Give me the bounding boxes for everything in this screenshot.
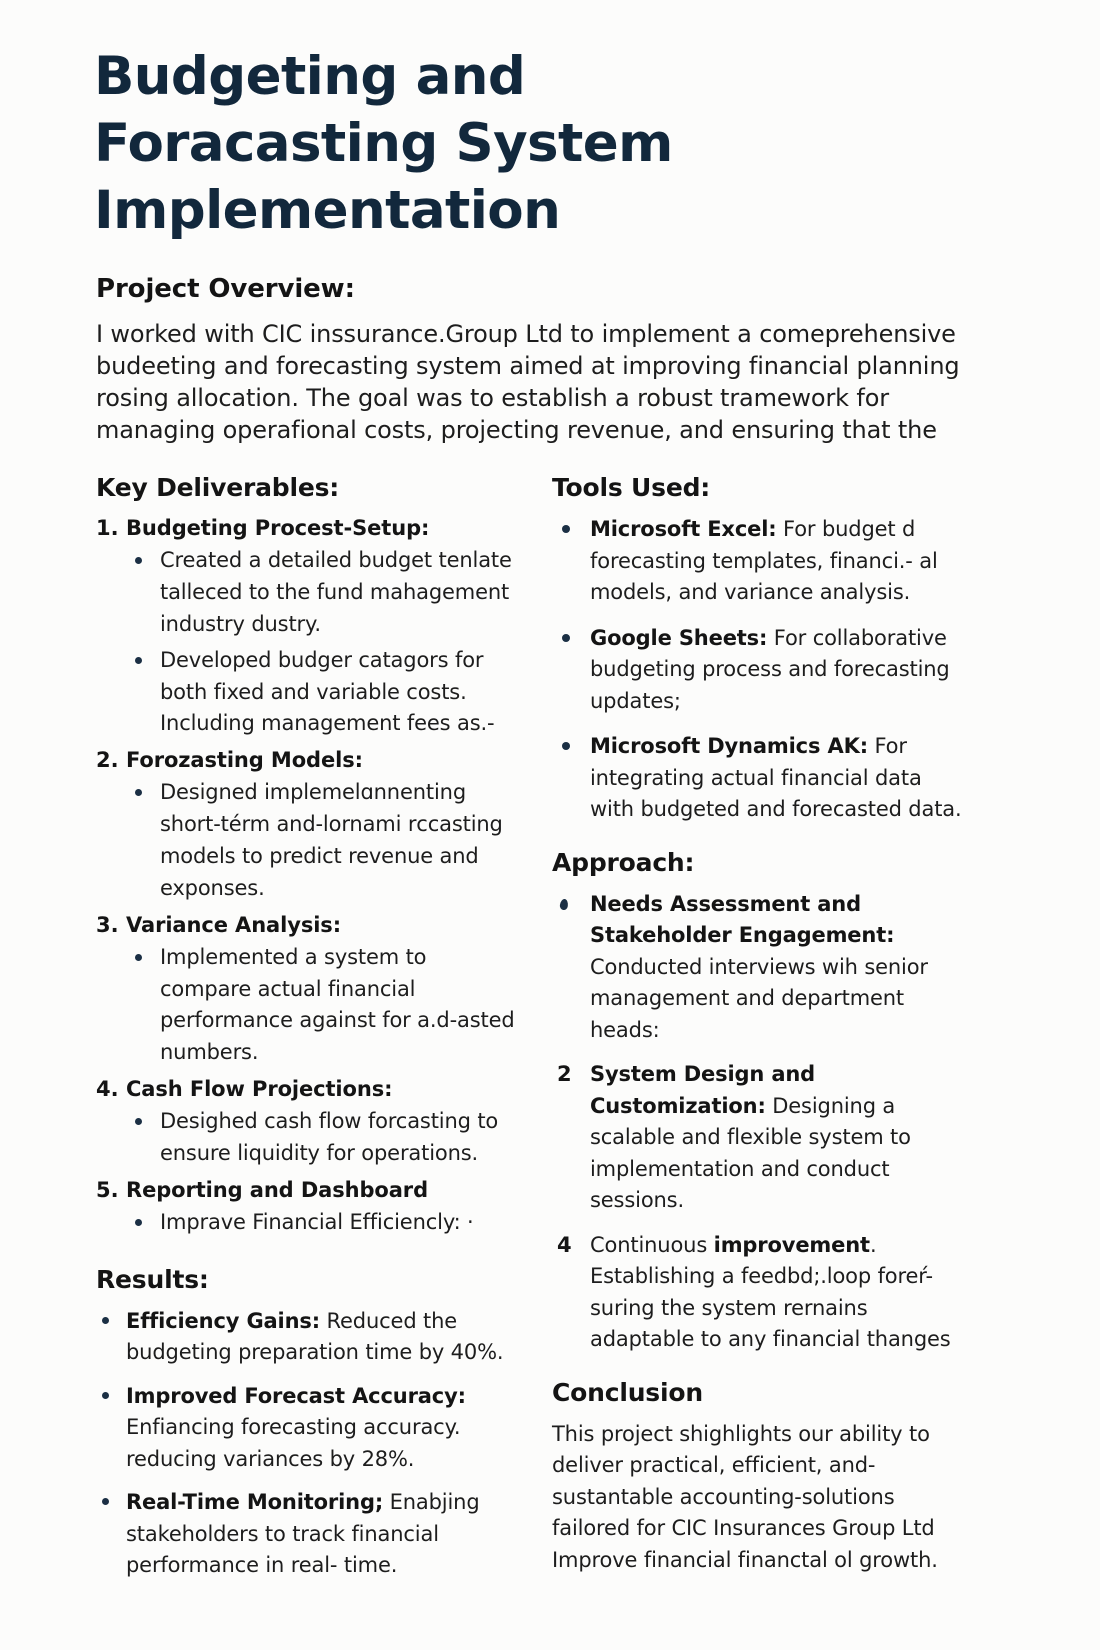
result-lead: Real-Time Monitoring;	[126, 1490, 384, 1515]
bullet-dot-icon	[559, 898, 568, 910]
tool-text: For collaborative budgeting process and forecasting updates;	[590, 625, 950, 713]
tools-used-heading: Tools Used:	[552, 473, 711, 503]
list-item-text: Developed budger catagors for both fixed and variable costs. Including management fees as.-	[160, 647, 495, 736]
approach-item	[552, 1230, 972, 1356]
bullet-dot-icon	[102, 1317, 109, 1324]
conclusion-heading: Conclusion	[552, 1377, 703, 1407]
approach-lead: System Design and Customization:	[590, 1062, 816, 1118]
deliverable-item	[96, 911, 516, 1069]
deliverable-number: 2.	[96, 748, 119, 773]
list-item	[126, 777, 516, 905]
list-item-text: Desighed cash flow forcasting to ensure liquidity for operations.	[160, 1109, 499, 1165]
deliverable-sub-list	[126, 545, 516, 740]
tool-lead: Microsoft Dynamics AK:	[590, 734, 868, 759]
result-text: Enfiancing forecasting accuracy. reducing variances by 28%.	[126, 1415, 461, 1471]
deliverable-sub-list	[126, 1207, 516, 1239]
tool-text: For integrating actual financial data with budgeted and forecasted data.	[590, 734, 962, 822]
approach-number: 2	[557, 1062, 572, 1087]
tools-list	[552, 514, 972, 826]
approach-lead: Needs Assessment and Stakeholder Engagement:	[590, 891, 895, 948]
deliverable-item	[96, 514, 516, 740]
deliverable-title: Budgeting Procest-Setup:	[126, 516, 430, 541]
list-item	[126, 1106, 516, 1170]
list-item	[96, 1487, 516, 1582]
overview-text: I worked with CIC inssurance.Group Ltd to implement a comeprehensive budeeting and forecasting system aimed at improving financial planning rosing allocation. The goal was to establish a robust tramework for managing operafional costs, projecting revenue, and ensuring that the	[96, 320, 960, 445]
deliverable-item	[96, 1176, 516, 1239]
list-item-text: Implemented a system to compare actual financial performance against for a.d-asted numbers.	[160, 944, 515, 1065]
right-column	[552, 473, 972, 1593]
content-columns	[96, 473, 1004, 1593]
tool-text: For budget d forecasting templates, financi.- al models, and variance analysis.	[590, 517, 938, 605]
approach-list	[552, 889, 972, 1356]
list-item	[552, 731, 972, 826]
project-overview-heading: Project Overview:	[96, 274, 355, 305]
page-title: Budgeting and Foracasting System Implementation	[94, 46, 673, 241]
result-lead: Improved Forecast Accuracy:	[126, 1383, 466, 1408]
list-item	[126, 942, 516, 1070]
approach-item	[552, 889, 972, 1047]
results-list	[96, 1306, 516, 1582]
bullet-dot-icon	[135, 1118, 142, 1125]
deliverable-item	[96, 746, 516, 904]
deliverable-number: 3.	[96, 912, 119, 937]
bullet-dot-icon	[135, 954, 142, 961]
bullet-dot-icon	[102, 1392, 109, 1399]
result-lead: Efficiency Gains:	[126, 1308, 321, 1333]
tool-lead: Google Sheets:	[590, 625, 768, 650]
key-deliverables-heading: Key Deliverables:	[96, 473, 340, 503]
approach-text: Designing a scalable and flexible system to implementation and conduct sessions.	[590, 1093, 911, 1213]
approach-prefix: Continuous	[590, 1232, 714, 1257]
deliverable-sub-list	[126, 777, 516, 905]
list-item-text: Created a detailed budget tenlate talleced to the fund mahagement industry dustry.	[160, 547, 512, 636]
list-item	[96, 1381, 516, 1476]
project-overview-body	[96, 319, 976, 447]
tool-lead: Microsoft Excel:	[590, 517, 777, 542]
list-item	[552, 514, 972, 609]
list-item-text: Imprave Financial Efficiencly: ·	[160, 1209, 474, 1234]
deliverable-title: Forozasting Models:	[126, 748, 363, 773]
deliverable-title: Cash Flow Projections:	[126, 1077, 393, 1102]
approach-lead: improvement	[713, 1232, 870, 1257]
bullet-dot-icon	[562, 742, 570, 750]
conclusion-body: This project shighlights our ability to deliver practical, efficient, and-sustantable accounting-solutions failored for CIC Insurances Group Ltd Improve financial financtal ol growth.	[552, 1421, 938, 1572]
list-item	[96, 1306, 516, 1369]
bullet-dot-icon	[562, 634, 570, 642]
left-column	[96, 473, 516, 1593]
bullet-dot-icon	[102, 1498, 109, 1505]
list-item-text: Designed implemelɑnnenting short-térm and-lornami rᴄcasting models to predict revenue and exponses.	[160, 780, 503, 900]
bullet-dot-icon	[135, 1219, 142, 1226]
bullet-dot-icon	[135, 789, 142, 796]
deliverable-title: Variance Analysis:	[126, 912, 342, 937]
approach-item	[552, 1059, 972, 1217]
deliverable-title: Reporting and Dashboard	[126, 1177, 428, 1202]
result-text: Reduced the budgeting preparation time by 40%.	[126, 1308, 504, 1365]
approach-text: . Establishing a feedbd;.loop foreŕ-suring the system rernains adaptable to any financial thanges	[590, 1232, 951, 1352]
results-heading: Results:	[96, 1264, 209, 1294]
list-item	[126, 645, 516, 741]
deliverable-item	[96, 1075, 516, 1170]
deliverables-list	[96, 514, 516, 1238]
bullet-dot-icon	[562, 525, 570, 533]
list-item	[126, 545, 516, 641]
result-text: Enabjing stakeholders to track financial performance in real- time.	[126, 1490, 480, 1578]
bullet-dot-icon	[135, 557, 142, 564]
list-item	[552, 623, 972, 718]
approach-text: Conducted interviews wih senior management and department heads:	[590, 954, 928, 1042]
list-item	[126, 1207, 516, 1239]
approach-number: 4	[557, 1232, 572, 1257]
deliverable-sub-list	[126, 1106, 516, 1170]
deliverable-number: 5.	[96, 1177, 119, 1202]
deliverable-sub-list	[126, 942, 516, 1070]
deliverable-number: 4.	[96, 1077, 119, 1102]
approach-heading: Approach:	[552, 847, 695, 877]
deliverable-number: 1.	[96, 516, 119, 541]
bullet-dot-icon	[135, 657, 142, 664]
